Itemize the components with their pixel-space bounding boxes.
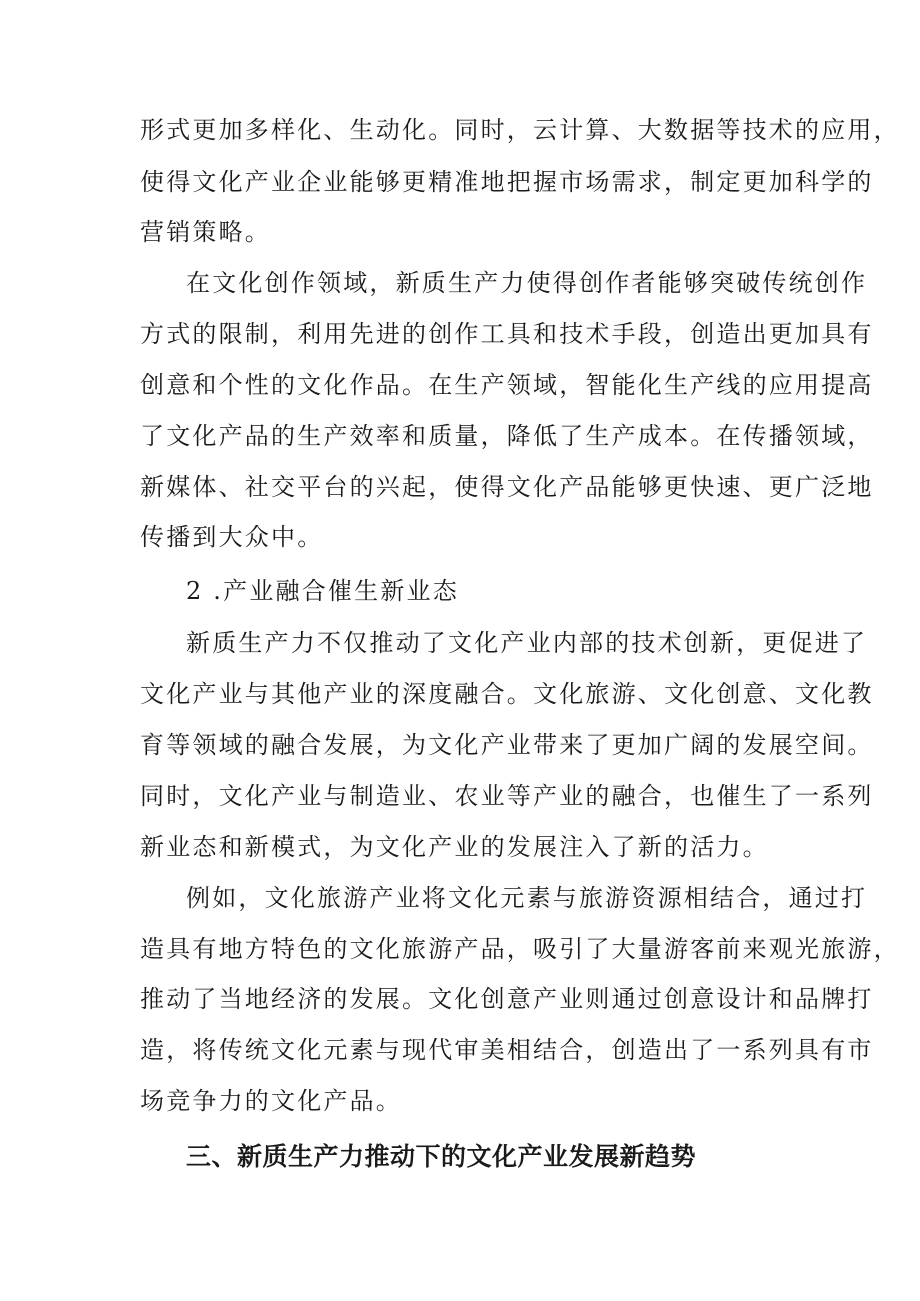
text-line: 同时，文化产业与制造业、农业等产业的融合，也催生了一系列 [140, 782, 874, 810]
text-line: 新质生产力不仅推动了文化产业内部的技术创新，更促进了 [186, 629, 868, 657]
text-line: 例如，文化旅游产业将文化元素与旅游资源相结合，通过打 [186, 884, 868, 912]
text-line: 创意和个性的文化作品。在生产领域，智能化生产线的应用提高 [140, 371, 874, 399]
text-line: 育等领域的融合发展，为文化产业带来了更加广阔的发展空间。 [140, 731, 874, 759]
text-line: 在文化创作领域，新质生产力使得创作者能够突破传统创作 [186, 269, 868, 297]
text-line: 形式更加多样化、生动化。同时，云计算、大数据等技术的应用， [140, 116, 900, 144]
text-line: 了文化产品的生产效率和质量，降低了生产成本。在传播领域， [140, 422, 874, 450]
text-line: 传播到大众中。 [140, 523, 324, 551]
section-heading: 三、新质生产力推动下的文化产业发展新趋势 [186, 1142, 697, 1171]
text-line: 营销策略。 [140, 218, 271, 246]
text-line: 推动了当地经济的发展。文化创意产业则通过创意设计和品牌打 [140, 985, 874, 1013]
text-line: 场竞争力的文化产品。 [140, 1087, 402, 1115]
text-line: 新媒体、社交平台的兴起，使得文化产品能够更快速、更广泛地 [140, 473, 874, 501]
text-line: 方式的限制，利用先进的创作工具和技术手段，创造出更加具有 [140, 320, 874, 348]
subheading: 2 .产业融合催生新业态 [186, 577, 459, 605]
text-line: 造具有地方特色的文化旅游产品，吸引了大量游客前来观光旅游， [140, 935, 900, 963]
text-line: 使得文化产业企业能够更精准地把握市场需求，制定更加科学的 [140, 168, 874, 196]
text-line: 文化产业与其他产业的深度融合。文化旅游、文化创意、文化教 [140, 680, 874, 708]
text-line: 新业态和新模式，为文化产业的发展注入了新的活力。 [140, 833, 769, 861]
text-line: 造，将传统文化元素与现代审美相结合，创造出了一系列具有市 [140, 1036, 874, 1064]
